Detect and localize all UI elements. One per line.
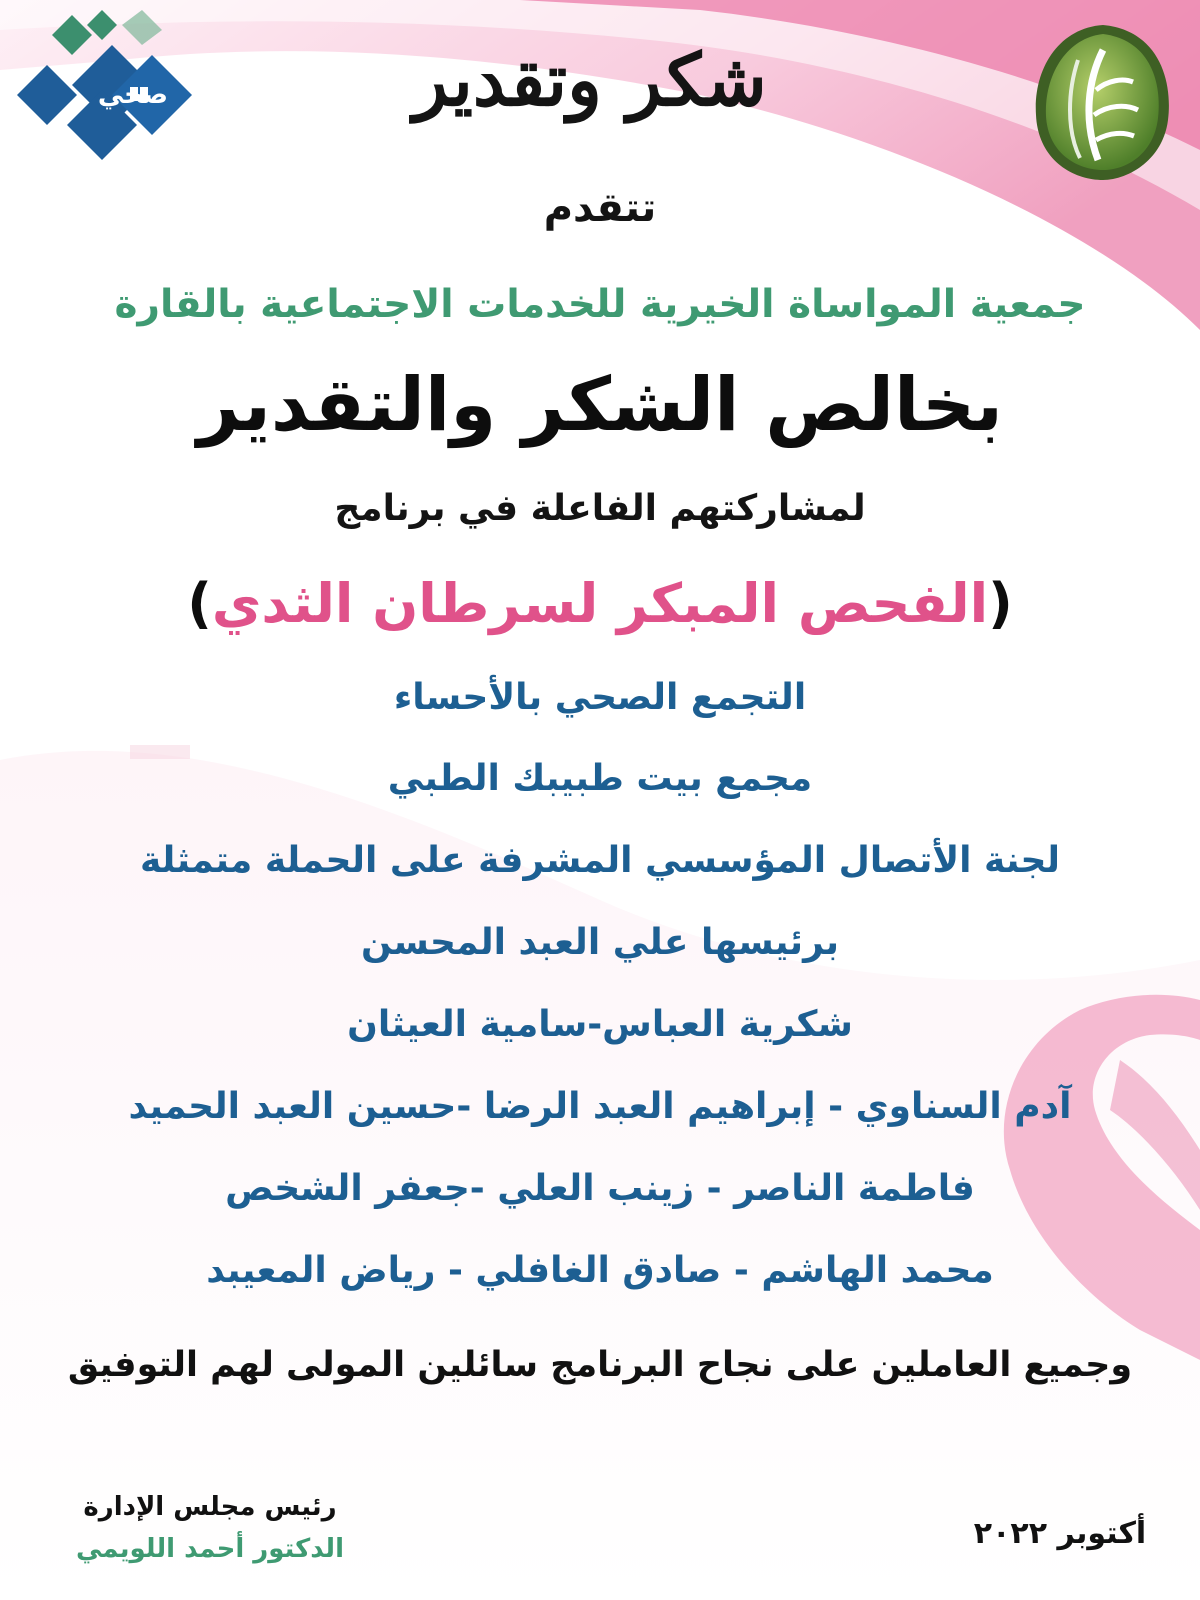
recipient-line: فاطمة الناصر - زينب العلي -جعفر الشخص	[225, 1168, 975, 1209]
health-cluster-logo-text: صحي	[97, 80, 168, 110]
recipient-line: مجمع بيت طبيبك الطبي	[387, 758, 813, 799]
program-open-paren: (	[988, 572, 1013, 635]
recipient-line: آدم السناوي - إبراهيم العبد الرضا -حسين العبد الحميد	[128, 1086, 1072, 1127]
issue-date: أكتوبر ٢٠٢٢	[973, 1516, 1147, 1551]
presents-text: تتقدم	[543, 185, 657, 231]
signatory-name: الدكتور أحمد اللويمي	[76, 1534, 344, 1564]
main-heading: بخالص الشكر والتقدير	[197, 362, 1003, 448]
recipient-line: لجنة الأتصال المؤسسي المشرفة على الحملة متمثلة	[139, 840, 1061, 881]
organization-name: جمعية المواساة الخيرية للخدمات الاجتماعية بالقارة	[114, 282, 1086, 327]
recipient-line: التجمع الصحي بالأحساء	[393, 677, 807, 718]
recipient-line: برئيسها علي العبد المحسن	[361, 922, 839, 963]
program-title	[0, 572, 1200, 635]
recipient-line: محمد الهاشم - صادق الغافلي - رياض المعيبد	[206, 1250, 994, 1291]
wheat-leaf-logo-icon	[1028, 20, 1178, 185]
closing-text: وجميع العاملين على نجاح البرنامج سائلين المولى لهم التوفيق	[67, 1345, 1133, 1385]
signatory-title: رئيس مجلس الإدارة	[83, 1492, 337, 1522]
program-close-paren: )	[187, 572, 212, 635]
program-name: الفحص المبكر لسرطان الثدي	[211, 572, 989, 635]
recipient-line: شكرية العباس-سامية العيثان	[347, 1004, 853, 1045]
calligraphy-title: شكر وتقدير	[413, 37, 767, 122]
participation-text: لمشاركتهم الفاعلة في برنامج	[334, 488, 866, 529]
